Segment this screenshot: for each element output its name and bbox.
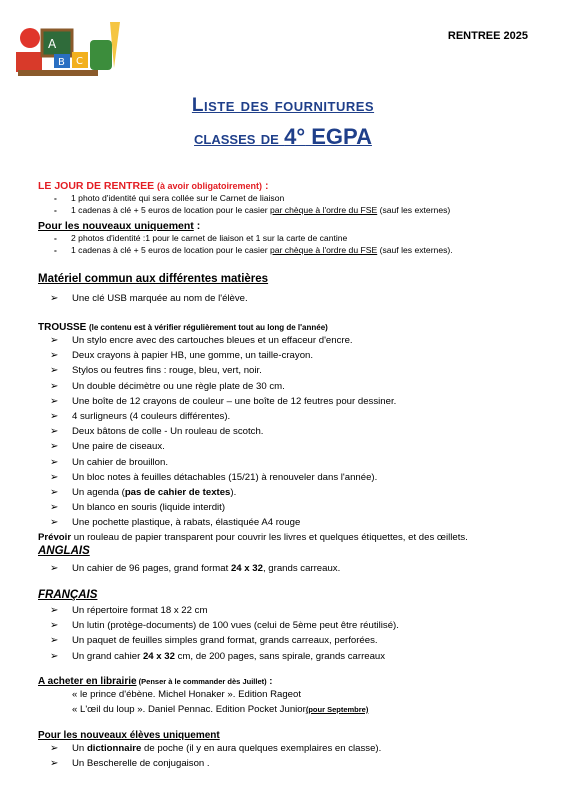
subtitle-grade: 4° (284, 124, 306, 149)
nouveaux-heading-colon: : (193, 220, 201, 232)
agenda-suffix: ). (230, 487, 237, 499)
anglais-list (38, 561, 340, 576)
backpack-icon (90, 40, 112, 70)
trousse-heading-text: TROUSSE (38, 322, 87, 333)
librairie-section (38, 676, 368, 717)
rentree-heading (38, 180, 450, 192)
book-item (38, 702, 368, 717)
trousse-section (38, 322, 468, 545)
trousse-heading (38, 322, 468, 333)
list-item (38, 244, 453, 256)
agenda-bold: pas de cahier de textes (124, 487, 231, 499)
item-bold: dictionnaire (86, 743, 142, 754)
list-item: ➢ Un blanco en souris (liquide interdit) (38, 500, 468, 515)
list-item: ➢ Un bloc notes à feuilles détachables (15/21) à renouveler dans l'année). (38, 470, 468, 485)
list-item (38, 485, 468, 500)
rentree-section (38, 180, 450, 216)
anglais-section (38, 545, 340, 576)
item-after: (sauf les externes) (377, 205, 451, 215)
list-item: ➢ Stylos ou feutres fins : rouge, bleu, vert, noir. (38, 363, 468, 378)
item-bold: 24 x 32 (230, 563, 263, 574)
nouveaux-heading-text: Pour les nouveaux uniquement (38, 220, 194, 232)
list-item: ➢ Une paire de ciseaux. (38, 439, 468, 454)
prevoir-text: un rouleau de papier transparent pour couvrir les livres et quelques étiquettes, et des œillets. (71, 531, 468, 543)
commun-section (38, 273, 268, 306)
item-prefix: Un cahier de 96 pages, grand format (72, 563, 231, 574)
book-icon (16, 52, 42, 72)
list-item (38, 741, 381, 756)
list-item: ➢ Une boîte de 12 crayons de couleur – une boîte de 12 feutres pour dessiner. (38, 394, 468, 409)
prevoir-note (38, 531, 468, 545)
list-item (38, 561, 340, 576)
item-bold: 24 x 32 (142, 650, 175, 662)
year-label: RENTREE 2025 (447, 30, 528, 42)
list-item: ➢ Un double décimètre ou une règle plate de 30 cm. (38, 379, 468, 394)
commun-list (38, 291, 268, 306)
rentree-heading-text: LE JOUR DE RENTREE (38, 180, 155, 192)
librairie-heading (38, 676, 368, 687)
list-item: ➢ Un Bescherelle de conjugaison . (38, 756, 381, 771)
school-supplies-logo (14, 12, 126, 78)
subtitle-suffix: EGPA (305, 124, 372, 149)
trousse-heading-note: (le contenu est à vérifier régulièrement tout au long de l'année) (88, 323, 328, 332)
list-item (38, 649, 399, 664)
list-item (38, 204, 450, 216)
list-item: ➢ Une pochette plastique, à rabats, élastiquée A4 rouge (38, 515, 468, 530)
agenda-prefix: Un agenda ( (72, 487, 125, 499)
rentree-heading-colon: : (262, 180, 269, 192)
svg-text:A: A (48, 37, 57, 51)
trousse-list (38, 333, 468, 531)
item-suffix: , grands carreaux. (262, 563, 341, 574)
svg-text:C: C (76, 56, 83, 67)
list-item: ➢ Deux crayons à papier HB, une gomme, un taille-crayon. (38, 348, 468, 363)
item-prefix: Un (72, 743, 87, 754)
item-underlined: par chèque à l'ordre du FSE (269, 245, 378, 255)
commun-heading: Matériel commun aux différentes matières (38, 273, 269, 285)
nouveaux-eleves-section (38, 730, 381, 771)
item-suffix: cm, de 200 pages, sans spirale, grands carreaux (174, 650, 386, 662)
librairie-note: (Penser à le commander dès Juillet) (136, 677, 267, 686)
svg-text:B: B (58, 57, 65, 68)
item-text: 1 photo d'identité qui sera collée sur le Carnet de liaison (71, 193, 285, 203)
item-after: (sauf les externes). (377, 245, 453, 255)
book-title: « L'œil du loup ». Daniel Pennac. Edition Pocket Junior (72, 704, 306, 715)
list-item: ➢ Une clé USB marquée au nom de l'élève. (38, 291, 268, 306)
book-note: (pour Septembre) (305, 705, 369, 714)
item-text: 1 cadenas à clé + 5 euros de location pour le casier (71, 205, 270, 215)
anglais-heading: ANGLAIS (38, 545, 90, 557)
prevoir-bold: Prévoir (38, 531, 72, 543)
list-item: ➢ Deux bâtons de colle - Un rouleau de scotch. (38, 424, 468, 439)
page-title: Liste des fournitures (191, 95, 375, 116)
nouveaux-eleves-heading: Pour les nouveaux élèves uniquement (38, 730, 220, 741)
subtitle-prefix: classes de (194, 128, 285, 149)
item-underlined: par chèque à l'ordre du FSE (269, 205, 378, 215)
list-item: ➢ Un lutin (protège-documents) de 100 vues (celui de 5ème peut être réutilisé). (38, 618, 399, 633)
nouveaux-section (38, 220, 453, 256)
librairie-heading-text: A acheter en librairie (38, 676, 137, 687)
item-text: 1 cadenas à clé + 5 euros de location pour le casier (71, 245, 270, 255)
rentree-heading-note: (à avoir obligatoirement) (157, 181, 263, 191)
francais-list (38, 603, 399, 664)
chalkboard-icon (42, 30, 72, 56)
nouveaux-eleves-list (38, 741, 381, 771)
list-item (38, 232, 453, 244)
list-item: ➢ 4 surligneurs (4 couleurs différentes). (38, 409, 468, 424)
item-text: 2 photos d'identité :1 pour le carnet de liaison et 1 sur la carte de cantine (71, 233, 348, 243)
list-item: ➢ Un répertoire format 18 x 22 cm (38, 603, 399, 618)
list-item: ➢ Un cahier de brouillon. (38, 455, 468, 470)
list-item: ➢ Un stylo encre avec des cartouches bleues et un effaceur d'encre. (38, 333, 468, 348)
item-prefix: Un grand cahier (72, 650, 143, 662)
francais-section (38, 589, 399, 664)
list-item (38, 192, 450, 204)
nouveaux-heading (38, 220, 453, 232)
page-subtitle (0, 124, 566, 150)
list-item: ➢ Un paquet de feuilles simples grand format, grands carreaux, perforées. (38, 633, 399, 648)
francais-heading: FRANÇAIS (38, 589, 98, 601)
book-item: « le prince d'ébène. Michel Honaker ». Edition Rageot (72, 689, 302, 700)
librairie-colon: : (266, 676, 273, 687)
item-suffix: de poche (il y en aura quelques exemplaires en classe). (141, 743, 382, 754)
apple-icon (20, 28, 40, 48)
